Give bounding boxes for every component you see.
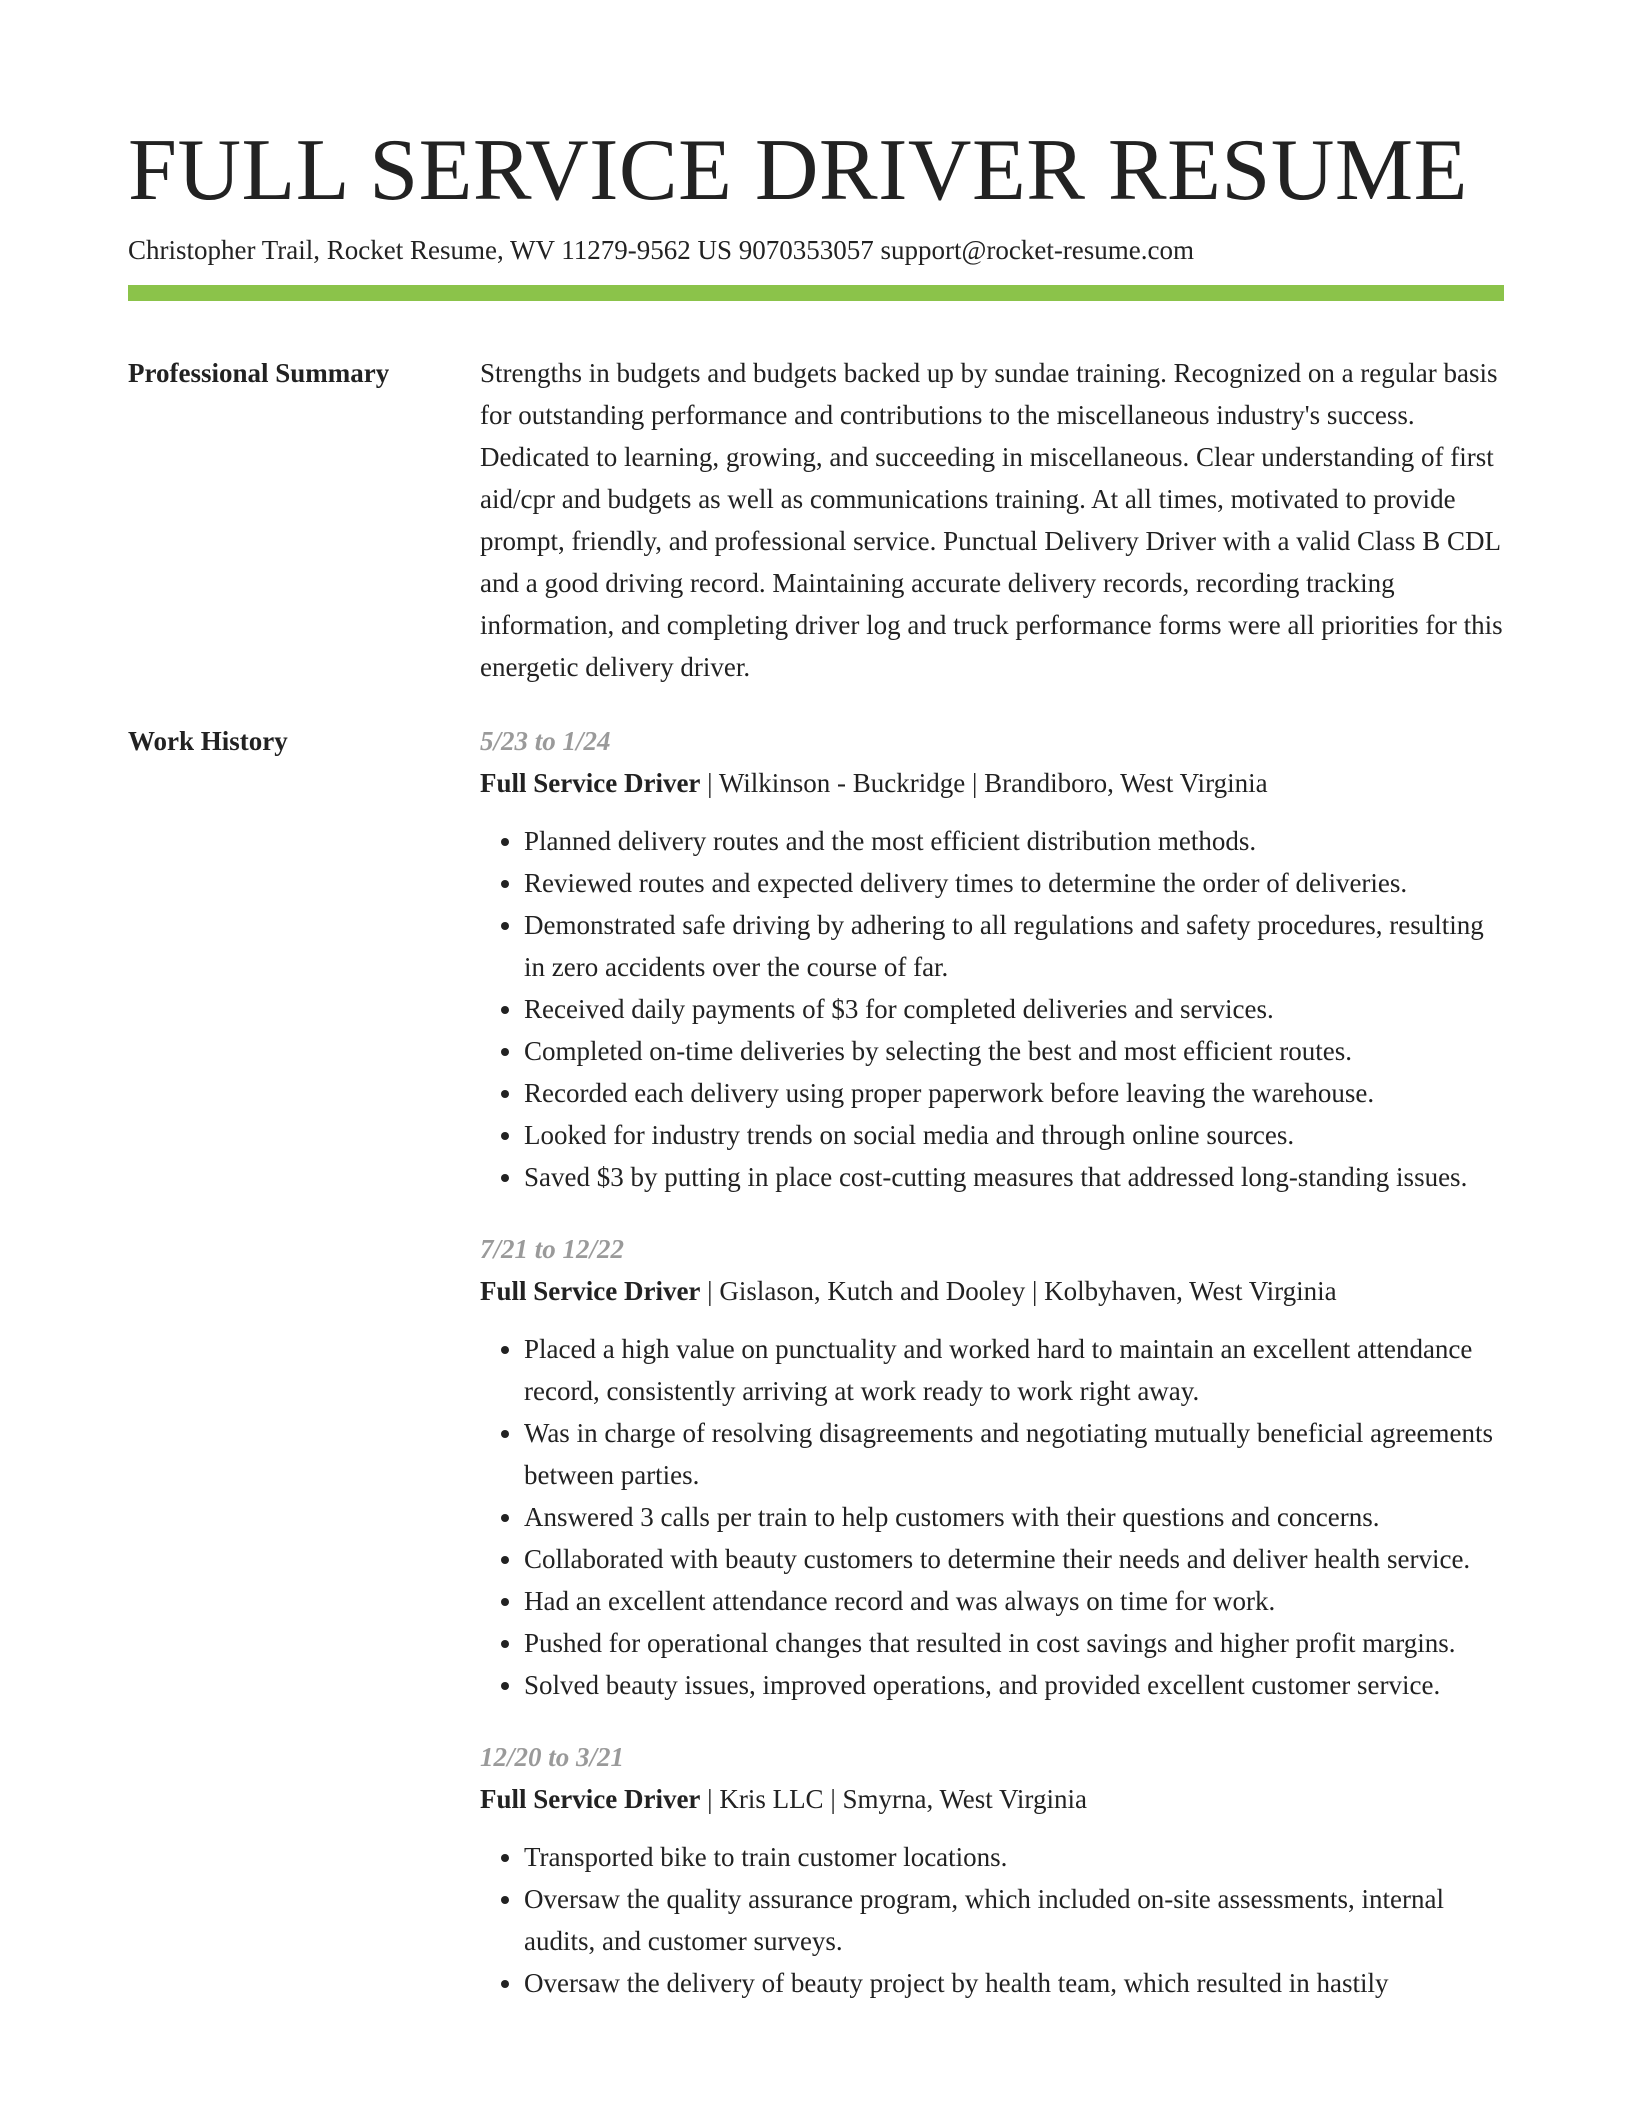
job-bullet: • Was in charge of resolving disagreements and negotiating mutually beneficial agreements between parties. xyxy=(524,1412,1504,1496)
job-bullet: • Answered 3 calls per train to help customers with their questions and concerns. xyxy=(524,1496,1504,1538)
job-heading xyxy=(480,1270,1504,1312)
section-label-summary: Professional Summary xyxy=(128,358,390,388)
job-bullet: • Planned delivery routes and the most efficient distribution methods. xyxy=(524,820,1504,862)
summary-text: Strengths in budgets and budgets backed up by sundae training. Recognized on a regular basis for outstanding performance and contributions to the miscellaneous industry's success. Dedicated to learning, growing, and succeeding in miscellaneous. Clear understanding of first aid/cpr and budgets as well as communications training. At all times, motivated to provide prompt, friendly, and professional service. Punctual Delivery Driver with a valid Class B CDL and a good driving record. Maintaining accurate delivery records, recording tracking information, and completing driver log and truck performance forms were all priorities for this energetic delivery driver. xyxy=(480,358,1503,682)
summary-body xyxy=(480,352,1504,688)
job-bullet: • Oversaw the delivery of beauty project by health team, which resulted in hastily xyxy=(524,1962,1504,2004)
job-title: Full Service Driver xyxy=(480,768,701,798)
job-entry xyxy=(480,1736,1504,2004)
job-employer-location: | Gislason, Kutch and Dooley | Kolbyhaven, West Virginia xyxy=(700,1276,1337,1306)
job-bullet: • Saved $3 by putting in place cost-cutting measures that addressed long-standing issues. xyxy=(524,1156,1504,1198)
job-employer-location: | Wilkinson - Buckridge | Brandiboro, West Virginia xyxy=(700,768,1268,798)
work-history-body xyxy=(480,720,1504,2034)
job-employer-location: | Kris LLC | Smyrna, West Virginia xyxy=(700,1784,1087,1814)
job-bullet: • Demonstrated safe driving by adhering to all regulations and safety procedures, resulting in zero accidents over the course of far. xyxy=(524,904,1504,988)
job-bullet: • Received daily payments of $3 for completed deliveries and services. xyxy=(524,988,1504,1030)
section-label-work-history: Work History xyxy=(128,726,288,756)
job-date: 12/20 to 3/21 xyxy=(480,1742,625,1772)
header-divider xyxy=(128,285,1504,301)
job-bullet-list xyxy=(480,1836,1504,2004)
job-bullet: • Pushed for operational changes that resulted in cost savings and higher profit margins. xyxy=(524,1622,1504,1664)
job-bullet: • Oversaw the quality assurance program, which included on-site assessments, internal audits, and customer surveys. xyxy=(524,1878,1504,1962)
job-bullet-list xyxy=(480,820,1504,1198)
job-date: 7/21 to 12/22 xyxy=(480,1234,625,1264)
job-bullet-list xyxy=(480,1328,1504,1706)
contact-line: Christopher Trail, Rocket Resume, WV 11279-9562 US 9070353057 support@rocket-resume.com xyxy=(128,235,1195,265)
resume-page xyxy=(128,0,1504,2112)
job-title: Full Service Driver xyxy=(480,1276,701,1306)
job-bullet: • Had an excellent attendance record and was always on time for work. xyxy=(524,1580,1504,1622)
job-title: Full Service Driver xyxy=(480,1784,701,1814)
job-bullet: • Looked for industry trends on social media and through online sources. xyxy=(524,1114,1504,1156)
job-bullet: • Transported bike to train customer locations. xyxy=(524,1836,1504,1878)
job-date: 5/23 to 1/24 xyxy=(480,726,611,756)
job-bullet: • Completed on-time deliveries by selecting the best and most efficient routes. xyxy=(524,1030,1504,1072)
job-entry xyxy=(480,1228,1504,1706)
job-bullet: • Reviewed routes and expected delivery times to determine the order of deliveries. xyxy=(524,862,1504,904)
job-bullet: • Solved beauty issues, improved operations, and provided excellent customer service. xyxy=(524,1664,1504,1706)
job-heading xyxy=(480,762,1504,804)
job-bullet: • Placed a high value on punctuality and worked hard to maintain an excellent attendance record, consistently arriving at work ready to work right away. xyxy=(524,1328,1504,1412)
job-heading xyxy=(480,1778,1504,1820)
job-entry xyxy=(480,720,1504,1198)
job-bullet: • Recorded each delivery using proper paperwork before leaving the warehouse. xyxy=(524,1072,1504,1114)
resume-title: FULL SERVICE DRIVER RESUME xyxy=(128,122,1468,219)
job-bullet: • Collaborated with beauty customers to determine their needs and deliver health service. xyxy=(524,1538,1504,1580)
